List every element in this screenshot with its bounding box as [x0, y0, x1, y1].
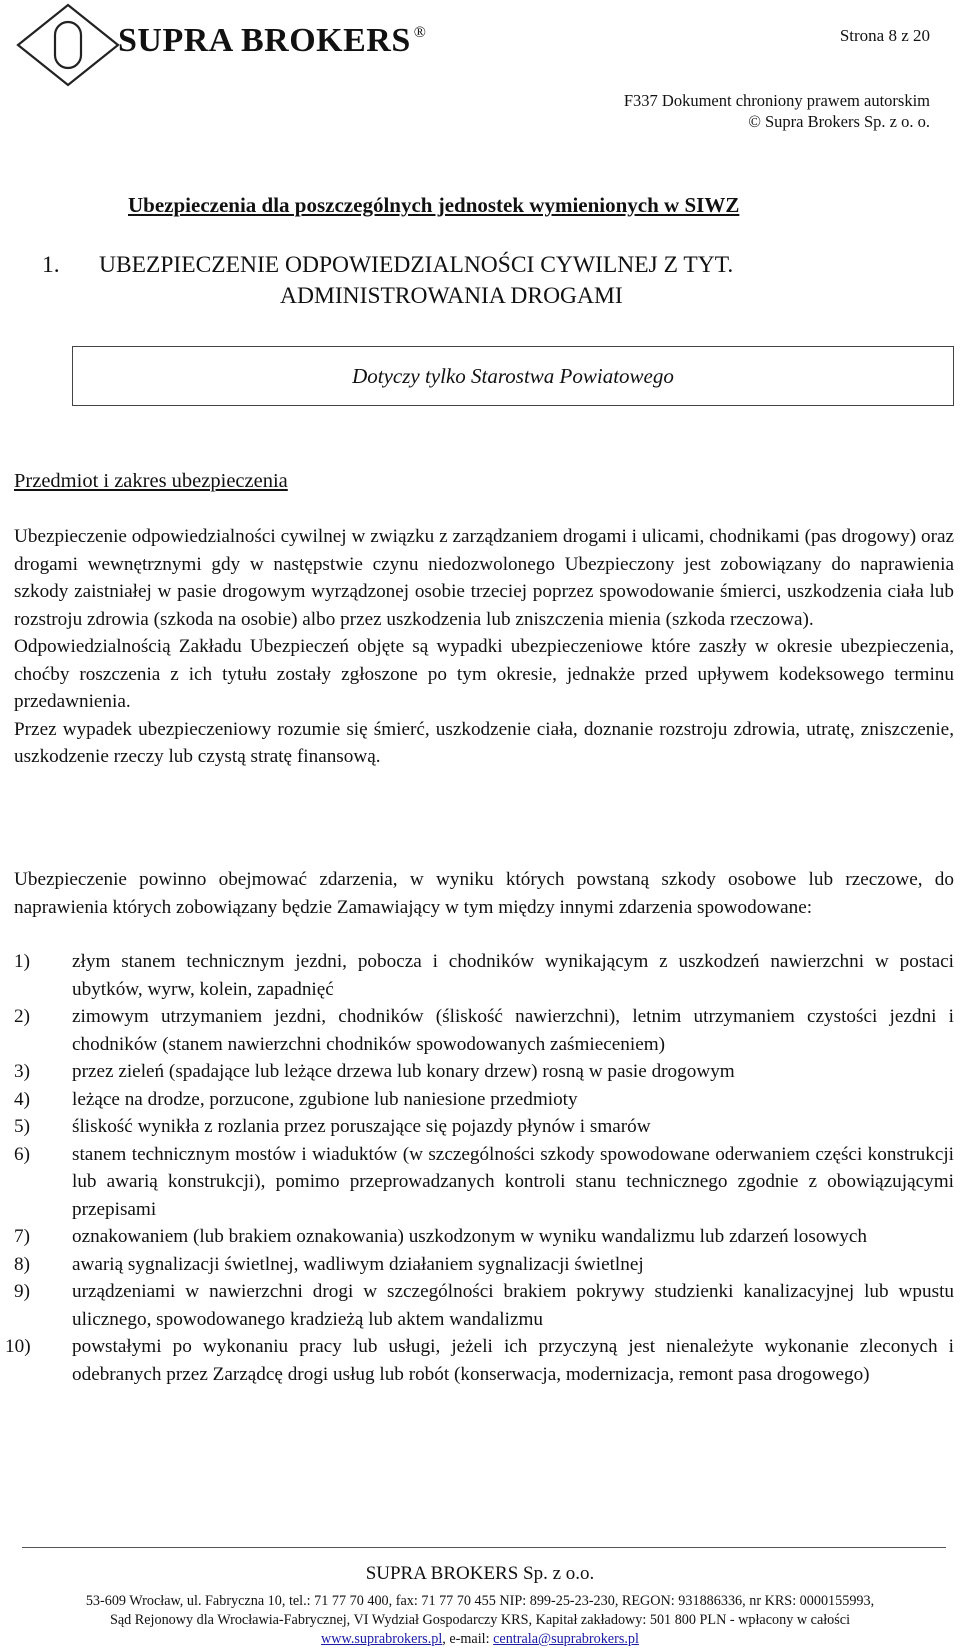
list-item-text: złym stanem technicznym jezdni, pobocza i chodników wynikającym z uszkodzeń nawierzchni w postaci ubytków, wyrw, kolein, zapadnięć	[72, 951, 954, 1000]
brand-name: SUPRA BROKERS ®	[118, 22, 427, 59]
paragraph: Ubezpieczenie odpowiedzialności cywilnej w związku z zarządzaniem drogami i ulicami, chodnikami (pas drogowy) oraz drogami wewnętrznymi gdy w następstwie czynu niedozwolonego Ubezpieczony jest zobowiązany do naprawienia szkody zaistniałej w pasie drogowym wyrządzonej osobie trzeciej poprzez spowodowanie śmierci, uszkodzenia ciała lub rozstroju zdrowia (szkoda na osobie) albo przez uszkodzenia lub zniszczenia mienia (szkoda rzeczowa).	[14, 526, 954, 630]
copyright-owner: © Supra Brokers Sp. z o. o.	[748, 112, 930, 131]
list-item-number: 10)	[5, 1336, 31, 1357]
copyright-notice: F337 Dokument chroniony prawem autorskim	[623, 91, 930, 110]
section-title: Ubezpieczenia dla poszczególnych jednostek wymienionych w SIWZ	[128, 193, 740, 217]
list-item-text: urządzeniami w nawierzchni drogi w szczególności brakiem pokrywy studzienki kanalizacyjnej lub wpustu ulicznego, spowodowanego kradzieżą lub aktem wandalizmu	[72, 1281, 954, 1330]
list-item	[14, 1058, 954, 1086]
paragraph: Ubezpieczenie powinno obejmować zdarzenia, w wyniku których powstaną szkody osobowe lub rzeczowe, do naprawienia których zobowiązany będzie Zamawiający w tym między innymi zdarzenia spowodowane:	[14, 869, 954, 918]
chapter-number: 1.	[42, 252, 60, 278]
paragraph: Przez wypadek ubezpieczeniowy rozumie się śmierć, uszkodzenie ciała, doznanie rozstroju zdrowia, utratę, zniszczenie, uszkodzenie rzeczy lub czystą stratę finansową.	[14, 718, 954, 767]
paragraph: Odpowiedzialnością Zakładu Ubezpieczeń objęte są wypadki ubezpieczeniowe które zaszły w okresie ubezpieczenia, choćby roszczenia z ich tytułu zostały zgłoszone po tym okresie, jednakże przed upływem kodeksowego terminu przedawnienia.	[14, 636, 954, 712]
footer-contact	[0, 1631, 960, 1648]
list-item	[14, 1141, 954, 1224]
registered-mark: ®	[413, 24, 427, 41]
footer-address: 53-609 Wrocław, ul. Fabryczna 10, tel.: 71 77 70 400, fax: 71 77 70 455 NIP: 899-25-23-230, REGON: 931886336, nr KRS: 0000155993,	[85, 1593, 875, 1609]
list-item-text: zimowym utrzymaniem jezdni, chodników (śliskość nawierzchni), letnim utrzymaniem czystości jezdni i chodników (stanem nawierzchni chodników spowodowanych zaśmieceniem)	[72, 1006, 954, 1055]
numbered-list	[5, 948, 954, 1388]
list-item-number: 1)	[14, 951, 30, 972]
list-item-text: stanem technicznym mostów i wiaduktów (w szczególności szkody spowodowane oderwaniem części konstrukcji lub awarią konstrukcji), pomimo przeprowadzanych kontroli stanu technicznego zgodnie z obowiązującymi przepisami	[72, 1143, 954, 1220]
list-item-text: śliskość wynikła z rozlania przez poruszające się pojazdy płynów i smarów	[72, 1116, 651, 1137]
footer-registry: Sąd Rejonowy dla Wrocławia-Fabrycznej, VI Wydział Gospodarczy KRS, Kapitał zakładowy: 501 800 PLN - wpłacony w całości	[109, 1612, 851, 1628]
chapter-title-line1: UBEZPIECZENIE ODPOWIEDZIALNOŚCI CYWILNEJ Z TYT.	[99, 252, 734, 278]
scope-notice-box	[72, 346, 954, 406]
list-item-number: 5)	[14, 1116, 30, 1137]
website-link[interactable]: www.suprabrokers.pl	[321, 1631, 443, 1647]
list-item-number: 9)	[14, 1281, 30, 1302]
page-number: Strona 8 z 20	[839, 26, 930, 45]
body-text-block	[14, 523, 954, 771]
list-item-number: 6)	[14, 1143, 30, 1165]
list-item-number: 4)	[14, 1088, 30, 1110]
list-item-number: 3)	[14, 1061, 30, 1082]
list-item	[14, 1113, 954, 1141]
list-item	[14, 1003, 954, 1058]
list-item-text: awarią sygnalizacji świetlnej, wadliwym działaniem sygnalizacji świetlnej	[72, 1253, 644, 1275]
email-label: , e-mail:	[442, 1631, 494, 1647]
list-item-text: przez zieleń (spadające lub leżące drzewa lub konary drzew) rosną w pasie drogowym	[72, 1061, 735, 1082]
subheading: Przedmiot i zakres ubezpieczenia	[14, 470, 288, 492]
list-item	[14, 1086, 954, 1114]
list-item-number: 2)	[14, 1006, 30, 1027]
footer-company: SUPRA BROKERS Sp. z o.o.	[365, 1563, 595, 1584]
supra-brokers-logo-icon	[14, 2, 122, 88]
list-item-text: powstałymi po wykonaniu pracy lub usługi, jeżeli ich przyczyną jest nienależyte wykonanie zleconych i odebranych przez Zarządcę drogi usług lub robót (konserwacja, modernizacja, remont pasa drogowego)	[72, 1336, 954, 1385]
list-item	[14, 1278, 954, 1333]
email-link[interactable]: centrala@suprabrokers.pl	[493, 1631, 639, 1647]
list-item	[5, 1333, 954, 1388]
list-item	[14, 948, 954, 1003]
footer-divider	[22, 1547, 946, 1548]
list-item	[14, 1223, 954, 1251]
list-item-number: 8)	[14, 1253, 30, 1275]
list-item-number: 7)	[14, 1226, 30, 1247]
list-item	[14, 1251, 954, 1279]
body-text-block	[14, 866, 954, 921]
scope-notice-text: Dotyczy tylko Starostwa Powiatowego	[352, 363, 674, 388]
list-item-text: leżące na drodze, porzucone, zgubione lub naniesione przedmioty	[72, 1088, 578, 1110]
chapter-title-line2: ADMINISTROWANIA DROGAMI	[280, 283, 623, 309]
list-item-text: oznakowaniem (lub brakiem oznakowania) uszkodzonym w wyniku wandalizmu lub zdarzeń losowych	[72, 1226, 867, 1247]
